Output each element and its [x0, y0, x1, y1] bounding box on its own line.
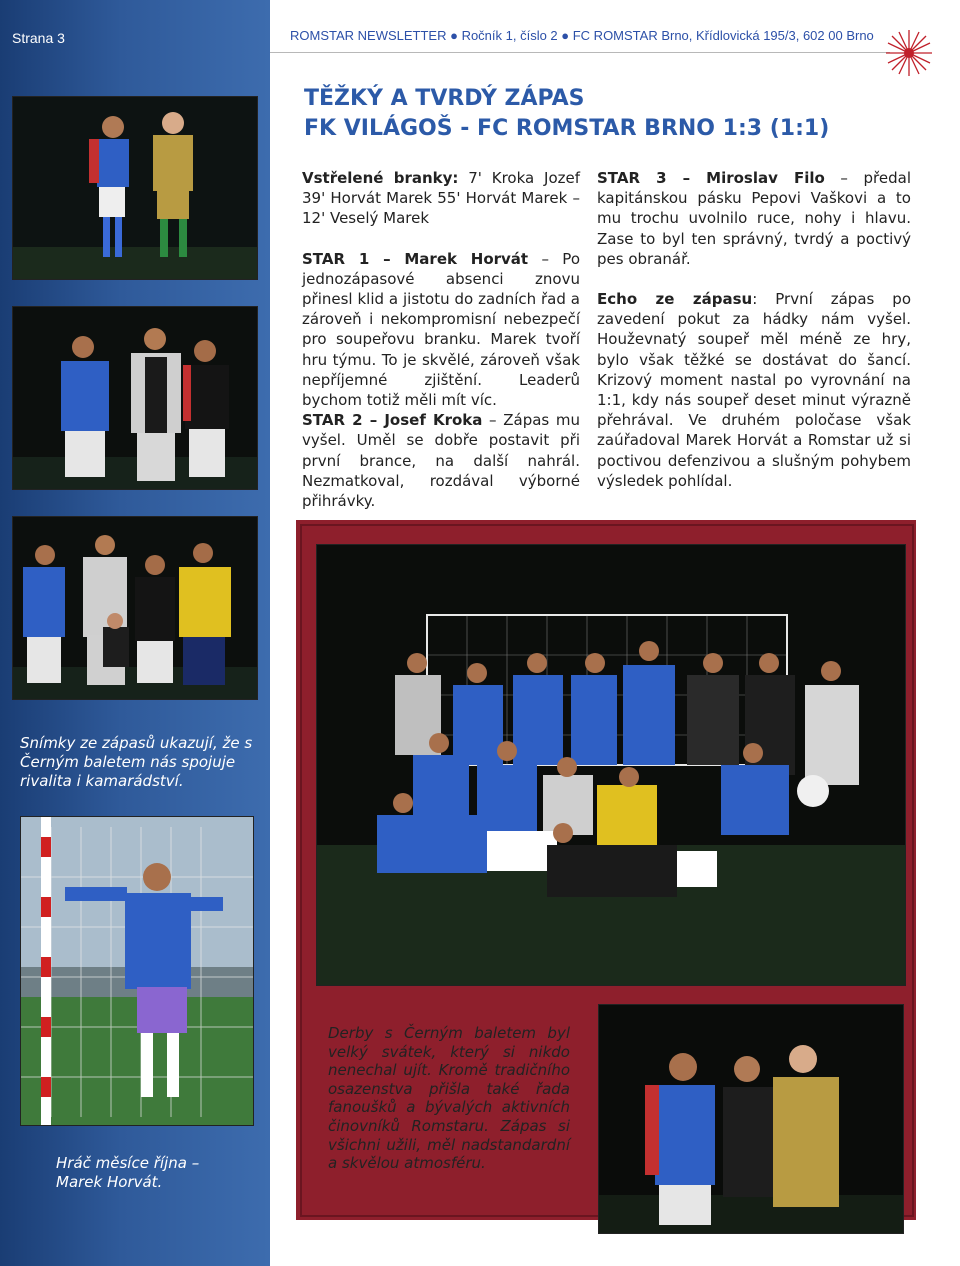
star1-paragraph [302, 249, 580, 411]
photo-group-with-child [12, 516, 258, 700]
sidebar-caption: Snímky ze zápasů ukazují, že s Černým baletem nás spojuje rivalita i kamarádství. [20, 734, 253, 790]
photo-two-players [12, 96, 258, 280]
goals-text: 7' Kroka Jozef 39' Horvát Marek 55' Horvát Marek – 12' Veselý Marek [302, 169, 581, 228]
star2-text: – Zápas mu vyšel. Uměl se dobře postavit při první brance, na další nahrál. Nezmatkoval, rozdával výborné přihrávky. [302, 411, 581, 511]
player-of-month-caption: Hráč měsíce října – Marek Horvát. [56, 1154, 200, 1191]
photo-three-fans [598, 1004, 904, 1234]
goals-paragraph [302, 168, 580, 229]
article-column-right [597, 168, 911, 491]
photo-three-players [12, 306, 258, 490]
star-logo-icon [884, 28, 934, 78]
star1-label: STAR 1 – Marek Horvát [302, 249, 529, 268]
echo-paragraph [597, 289, 911, 491]
goals-label: Vstřelené branky: [302, 169, 459, 187]
star3-text: – předal kapitánskou pásku Pepovi Vaškovi a to mu trochu uvolnilo ruce, nohy i hlavu. Zase to byl ten správný, tvrdý a poctivý pes obranář. [597, 169, 911, 268]
echo-text: : První zápas po zavedení pokut za hádky nám vyšel. Houževnatý soupeř měl méně ze hry, bylo však těžké se dostávat do šancí. Krizový moment nastal po vyrovnání na 1:1, kdy nás soupeř deset minut výrazně přehrával. Ve druhém poločase však zaúřadoval Marek Horvát a Romstar už si poctivou defenzivou a slušným pohybem výsledek pohlídal. [597, 290, 911, 490]
star1-text: – Po jednozápasové absenci znovu přinesl klid a jistotu do zadních řad a zároveň i nekompromisní nebezpečí pro soupeřovu branku. Marek tvoří hru týmu. To je skvělé, zároveň však nepříjemné zjištění. Leaderů bychom totiž měli mít víc. [302, 249, 580, 410]
photo-player-of-month [20, 816, 254, 1126]
star2-label: STAR 2 – Josef Kroka [302, 411, 483, 430]
page-number: Strana 3 [12, 30, 65, 46]
star3-paragraph [597, 168, 911, 269]
article-title-line2: FK VILÁGOŠ - FC ROMSTAR BRNO 1:3 (1:1) [304, 116, 830, 141]
newsletter-header: ROMSTAR NEWSLETTER ● Ročník 1, číslo 2 ● FC ROMSTAR Brno, Křídlovická 195/3, 602 00 Brno [290, 28, 874, 43]
star2-paragraph [302, 410, 580, 511]
article-column-left [302, 168, 580, 511]
article-title-line1: TĚŽKÝ A TVRDÝ ZÁPAS [304, 86, 585, 111]
echo-label: Echo ze zápasu [597, 290, 753, 309]
derby-text: Derby s Černým baletem byl velký svátek, který si nikdo nenechal ujít. Kromě tradičního osazenstva přišla také řada fanoušků a bývalých aktivních činovníků Romstaru. Zápas si všichni užili, měl nadstandardní a skvělou atmosféru. [328, 1024, 570, 1173]
star3-label: STAR 3 – Miroslav Filo [597, 169, 825, 187]
header-divider [270, 52, 890, 53]
photo-team-group [316, 544, 906, 986]
